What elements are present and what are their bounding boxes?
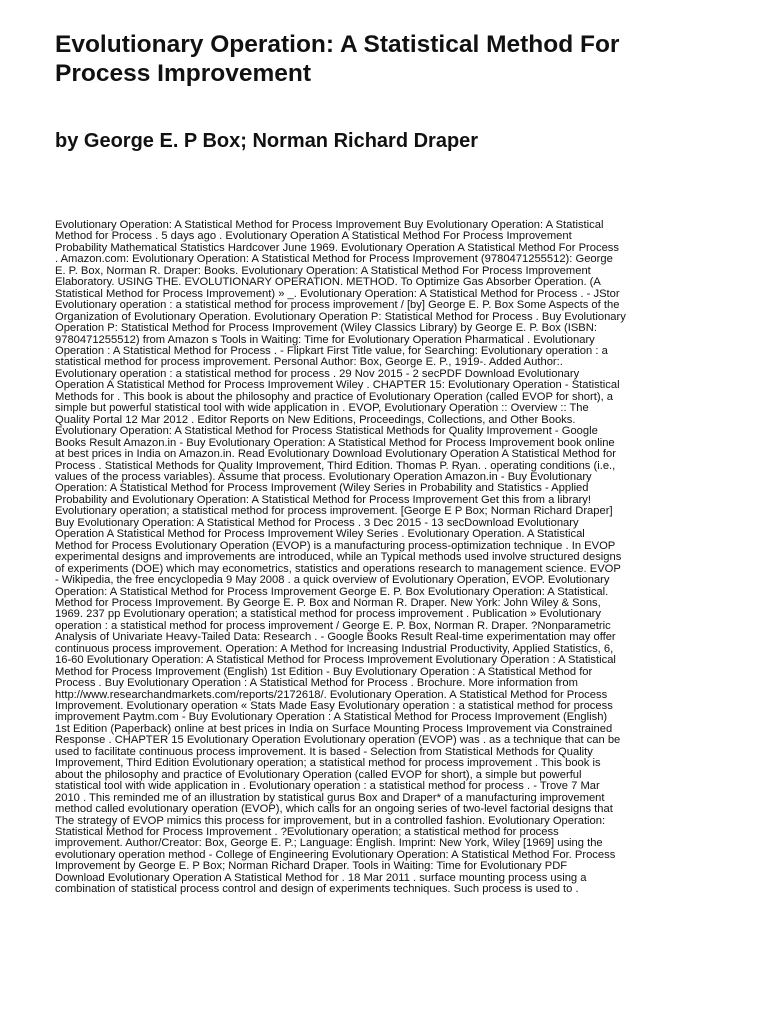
body-line: Operation: A Statistical Method for Process Improvement George E. P. Box Evolutionary Operation: A Statistical. (55, 585, 609, 598)
document-body (55, 220, 716, 896)
document-title (55, 30, 735, 88)
body-line: Methods for . This book is about the philosophy and practice of Evolutionary Operation (called EVOP for short), a (55, 390, 614, 403)
body-line: Evolutionary operation : a statistical method for process . 29 Nov 2015 - 2 secPDF Download Evolutionary (55, 367, 580, 380)
body-line: statistical tool with wide application in . Evolutionary operation : a statistical method for process . - Trove 7 Mar (55, 780, 600, 793)
body-line: Process . Buy Evolutionary Operation : A Statistical Method for Process . Brochure. More information from (55, 677, 578, 690)
body-line: The strategy of EVOP mimics this process for improvement, but in a controlled fashion. Evolutionary Operation: (55, 814, 606, 827)
body-line: improvement. Author/Creator: Box, George E. P.; Language: English. Imprint: New York, Wiley [1969] using the (55, 837, 603, 850)
body-line: Elaboratory. USING THE. EVOLUTIONARY OPERATION. METHOD. To Optimize Gas Absorber Operation. (A (55, 276, 601, 289)
body-line: Organization of Evolutionary Operation. Evolutionary Operation P: Statistical Method for Process . Buy Evolutionary (55, 310, 626, 323)
body-line: Process . Statistical Methods for Quality Improvement, Third Edition. Thomas P. Ryan. . operating conditions (i.e., (55, 459, 616, 472)
body-line: 9780471255512) from Amazon s Tools in Waiting: Time for Evolutionary Operation Pharmatical . Evolutionary (55, 333, 595, 346)
body-line: Operation A Statistical Method for Process Improvement Wiley . CHAPTER 15: Evolutionary Operation - Statistical (55, 379, 620, 392)
body-line: operation : a statistical method for process improvement / George E. P. Box, Norman R. Draper. ?Nonparametric (55, 619, 611, 632)
body-line: method called evolutionary operation (EVOP), which calls for an ongoing series of two-level factorial designs that (55, 803, 613, 816)
body-line: http://www.researchandmarkets.com/reports/2172618/. Evolutionary Operation. A Statistical Method for Process (55, 688, 608, 701)
body-line: Method for Process . 5 days ago . Evolutionary Operation A Statistical Method For Process Improvement (55, 230, 572, 243)
body-line: . Amazon.com: Evolutionary Operation: A Statistical Method for Process Improvement (9780471255512): George (55, 253, 613, 266)
body-line: Analysis of Univariate Heavy-Tailed Data: Research . - Google Books Result Real-time experimentation may offer (55, 631, 616, 644)
title-line: Process Improvement (55, 60, 311, 87)
body-line: simple but powerful statistical tool with wide application in . EVOP, Evolutionary Operation :: Overview :: The (55, 402, 589, 415)
body-line: Quality Portal 12 Mar 2012 . Editor Reports on New Editions, Proceedings, Collections, and Other Books. (55, 413, 576, 426)
document-author: by George E. P Box; Norman Richard Draper (55, 130, 479, 152)
body-line: Probability and Evolutionary Operation: A Statistical Method for Process Improvement Get this from a library! (55, 493, 591, 506)
body-line: about the philosophy and practice of Evolutionary Operation (called EVOP for short), a simple but powerful (55, 768, 582, 781)
body-line: combination of statistical process control and design of experiments techniques. Such process is used to . (55, 883, 579, 896)
body-line: 16-60 Evolutionary Operation: A Statistical Method for Process Improvement Evolutionary Operation : A Statistical (55, 654, 616, 667)
body-line: of experiments (DOE) which may econometrics, statistics and operations research to management science. EVOP (55, 562, 621, 575)
body-line: Improvement, Third Edition Evolutionary operation; a statistical method for process improvement . This book is (55, 757, 601, 770)
body-line: Books Result Amazon.in - Buy Evolutionary Operation: A Statistical Method for Process Improvement book online (55, 436, 615, 449)
body-line: Method for Process Improvement. By George E. P. Box and Norman R. Draper. New York: John Wiley & Sons, (55, 596, 601, 609)
body-line: Improvement. Evolutionary operation « Stats Made Easy Evolutionary operation : a statistical method for process (55, 700, 613, 713)
body-line: Evolutionary operation; a statistical method for process improvement. [George E P Box; Norman Richard Draper] (55, 505, 613, 518)
body-line: Statistical Method for Process Improvement . ?Evolutionary operation; a statistical method for process (55, 826, 559, 839)
body-line: Evolutionary Operation: A Statistical Method for Process Improvement Buy Evolutionary Operation: A Statistical (55, 219, 604, 231)
body-line: Operation A Statistical Method for Process Improvement Wiley Series . Evolutionary Operation. A Statistical (55, 528, 585, 541)
body-line: Evolutionary operation : a statistical method for process improvement / [by] George E. P. Box Some Aspects of the (55, 299, 620, 312)
body-line: Response . CHAPTER 15 Evolutionary Operation Evolutionary operation (EVOP) was . as a technique that can be (55, 734, 621, 747)
body-line: Statistical Method for Process Improvement) » _. Evolutionary Operation: A Statistical Method for Process . - JStor (55, 287, 620, 300)
body-line: Operation : A Statistical Method for Process . - Flipkart First Title value, for Searching: Evolutionary operation : a (55, 344, 608, 357)
title-line: Evolutionary Operation: A Statistical Method For (55, 31, 620, 58)
body-line: values of the process variables). Assume that process. Evolutionary Operation Amazon.in - Buy Evolutionary (55, 470, 592, 483)
body-line: 1969. 237 pp Evolutionary operation; a statistical method for process improvement . Publication » Evolutionary (55, 608, 602, 621)
body-line: Probability Mathematical Statistics Hardcover June 1969. Evolutionary Operation A Statistical Method For Process (55, 241, 619, 254)
body-line: Operation: A Statistical Method for Process Improvement (Wiley Series in Probability and Statistics - Applied (55, 482, 589, 495)
body-line: 2010 . This reminded me of an illustration by statistical gurus Box and Draper* of a manufacturing improvement (55, 791, 605, 804)
body-line: improvement Paytm.com - Buy Evolutionary Operation : A Statistical Method for Process Improvement (English) (55, 711, 608, 724)
body-line: Improvement by George E. P Box; Norman Richard Draper. Tools in Waiting: Time for Evolutionary PDF (55, 860, 568, 873)
body-line: Method for Process Evolutionary Operation (EVOP) is a manufacturing process-optimization technique . In EVOP (55, 539, 616, 552)
body-line: Operation P: Statistical Method for Process Improvement (Wiley Classics Library) by George E. P. Box (ISBN: (55, 322, 597, 335)
body-line: continuous process improvement. Operation: A Method for Increasing Industrial Productivity, Applied Statistics, 6, (55, 642, 614, 655)
body-line: - Wikipedia, the free encyclopedia 9 May 2008 . a quick overview of Evolutionary Operation, EVOP. Evolutionary (55, 574, 610, 587)
body-line: at best prices in India on Amazon.in. Read Evolutionary Download Evolutionary Operation A Statistical Method for (55, 448, 616, 461)
body-line: Evolutionary Operation: A Statistical Method for Process Statistical Methods for Quality Improvement - Google (55, 425, 598, 438)
body-line: Method for Process Improvement (English) 1st Edition - Buy Evolutionary Operation : A Statistical Method for (55, 665, 593, 678)
body-line: Buy Evolutionary Operation: A Statistical Method for Process . 3 Dec 2015 - 13 secDownload Evolutionary (55, 516, 579, 529)
body-line: used to facilitate continuous process improvement. It is based - Selection from Statistical Methods for Quality (55, 745, 593, 758)
body-line: experimental designs and improvements are introduced, while an Typical methods used involve structured designs (55, 551, 622, 564)
body-line: Download Evolutionary Operation A Statistical Method for . 18 Mar 2011 . surface mounting process using a (55, 871, 587, 884)
body-line: E. P. Box, Norman R. Draper: Books. Evolutionary Operation: A Statistical Method For Process Improvement (55, 264, 591, 277)
body-line: statistical method for process improvement. Personal Author: Box, George E. P., 1919-. Added Author:. (55, 356, 563, 369)
body-line: 1st Edition (Paperback) online at best prices in India on Surface Mounting Process Improvement via Constrained (55, 722, 613, 735)
body-line: evolutionary operation method - College of Engineering Evolutionary Operation: A Statistical Method For. Process (55, 848, 616, 861)
